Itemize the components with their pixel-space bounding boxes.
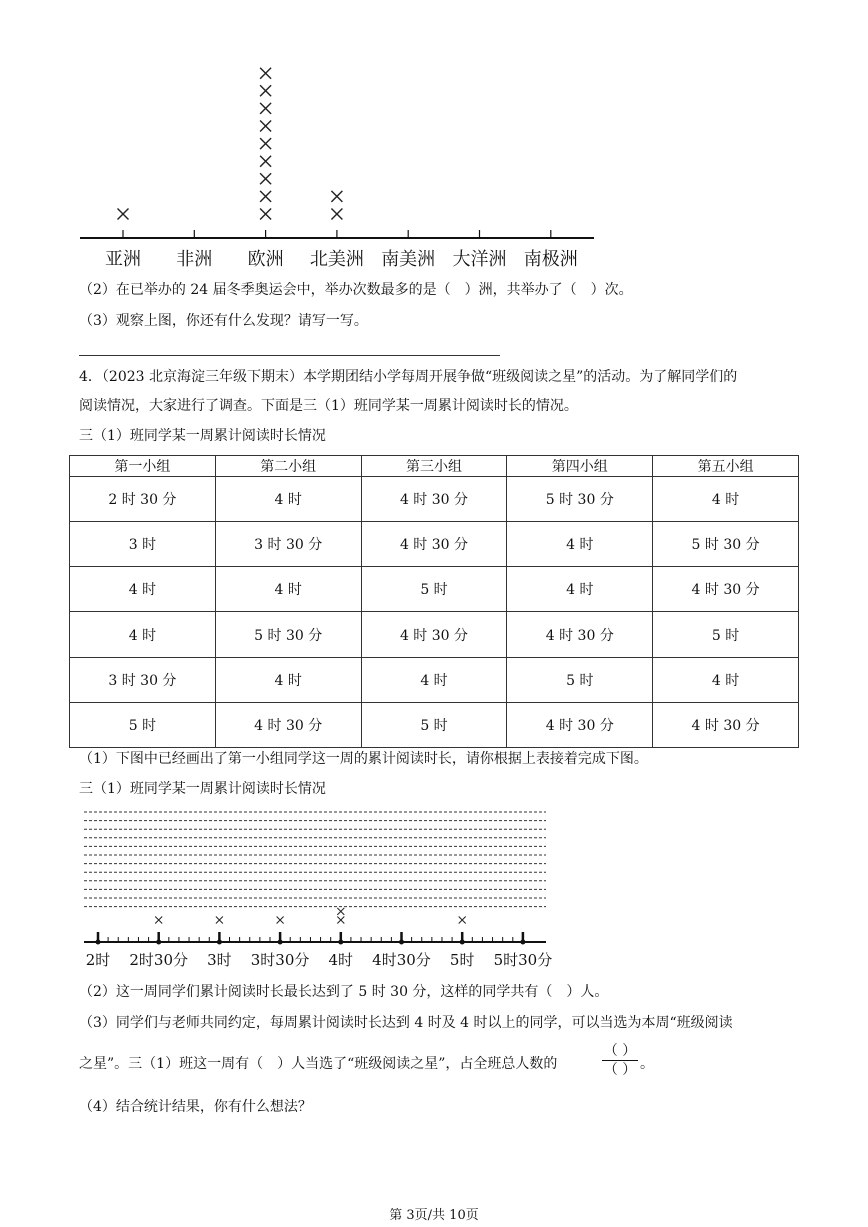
table-cell: 4 时 — [653, 477, 799, 522]
tick-label: 3时 — [207, 951, 232, 969]
table-cell: 5 时 30 分 — [215, 612, 361, 657]
table-cell: 4 时 — [70, 612, 216, 657]
category-label: 亚洲 — [105, 249, 141, 270]
table-header-cell: 第一小组 — [70, 456, 216, 477]
table-title: 三（1）班同学某一周累计阅读时长情况 — [79, 428, 326, 444]
table-cell: 4 时 30 分 — [361, 612, 507, 657]
fraction-blank — [602, 1042, 638, 1079]
cross-mark — [260, 156, 271, 167]
tick-label: 2时30分 — [129, 951, 189, 969]
tick-dot — [278, 940, 283, 945]
cross-mark — [331, 191, 342, 202]
table-cell: 3 时 30 分 — [70, 657, 216, 702]
cross-mark — [277, 917, 284, 924]
fraction-denominator: （ ） — [603, 1062, 637, 1078]
table-cell: 5 时 30 分 — [653, 522, 799, 567]
problem-4-question-1: （1）下图中已经画出了第一小组同学这一周的累计阅读时长，请你根据上表接着完成下图。 — [79, 751, 648, 767]
tick-label: 5时 — [449, 951, 475, 969]
reading-time-table — [69, 455, 799, 748]
cross-mark — [337, 908, 344, 915]
table-cell: 4 时 30 分 — [361, 477, 507, 522]
table-header-cell: 第四小组 — [507, 456, 653, 477]
category-label: 大洋洲 — [452, 249, 507, 270]
table-cell: 5 时 — [70, 702, 216, 747]
category-label: 南极洲 — [523, 249, 578, 270]
category-label: 北美洲 — [309, 249, 364, 270]
table-header-cell: 第二小组 — [215, 456, 361, 477]
table-cell: 3 时 — [70, 522, 216, 567]
continent-line-plot — [0, 0, 868, 280]
fraction-period: 。 — [640, 1056, 654, 1072]
category-label: 南美洲 — [381, 249, 436, 270]
tick-dot — [338, 940, 343, 945]
table-cell: 5 时 — [361, 702, 507, 747]
cross-mark — [331, 209, 342, 220]
question-3: （3）观察上图，你还有什么发现？请写一写。 — [79, 313, 368, 329]
table-cell: 4 时 — [215, 477, 361, 522]
tick-dot — [156, 940, 161, 945]
cross-mark — [260, 138, 271, 149]
table-cell: 3 时 30 分 — [215, 522, 361, 567]
tick-dot — [520, 940, 525, 945]
table-cell: 4 时 — [507, 567, 653, 612]
table-row — [70, 477, 799, 522]
tick-label: 2时 — [85, 951, 111, 969]
table-row — [70, 657, 799, 702]
table-header-cell: 第五小组 — [653, 456, 799, 477]
cross-mark — [260, 209, 271, 220]
table-row — [70, 702, 799, 747]
tick-dot — [96, 940, 101, 945]
tick-label: 4时30分 — [372, 951, 431, 969]
table-row — [70, 522, 799, 567]
cross-mark — [155, 917, 162, 924]
problem-4-question-4: （4）结合统计结果，你有什么想法？ — [79, 1099, 312, 1115]
problem-4-question-2: （2）这一周同学们累计阅读时长最长达到了 5 时 30 分，这样的同学共有（ ）人。 — [79, 984, 609, 1000]
cross-mark — [260, 85, 271, 96]
category-label: 非洲 — [176, 249, 213, 270]
question-2: （2）在已举办的 24 届冬季奥运会中，举办次数最多的是（ ）洲，共举办了（ ）次。 — [79, 282, 633, 298]
answer-line — [79, 355, 500, 356]
table-cell: 2 时 30 分 — [70, 477, 216, 522]
table-cell: 5 时 — [361, 567, 507, 612]
table-cell: 4 时 — [70, 567, 216, 612]
table-header-cell: 第三小组 — [361, 456, 507, 477]
cross-mark — [118, 209, 129, 220]
table-cell: 4 时 30 分 — [215, 702, 361, 747]
cross-mark — [260, 103, 271, 114]
problem-4-question-3-line-1: （3）同学们与老师共同约定，每周累计阅读时长达到 4 时及 4 时以上的同学，可以当选为本周“班级阅读 — [79, 1015, 733, 1031]
table-cell: 5 时 — [653, 612, 799, 657]
chart-title: 三（1）班同学某一周累计阅读时长情况 — [79, 781, 326, 797]
table-cell: 4 时 30 分 — [507, 612, 653, 657]
table-cell: 4 时 — [215, 567, 361, 612]
table-cell: 4 时 — [507, 522, 653, 567]
table-cell: 4 时 — [653, 657, 799, 702]
problem-4-line-2: 阅读情况，大家进行了调查。下面是三（1）班同学某一周累计阅读时长的情况。 — [79, 398, 578, 414]
cross-mark — [260, 191, 271, 202]
table-row — [70, 612, 799, 657]
cross-mark — [216, 917, 223, 924]
table-cell: 4 时 30 分 — [653, 702, 799, 747]
fraction-numerator: （ ） — [603, 1043, 637, 1059]
tick-label: 5时30分 — [493, 951, 553, 969]
cross-mark — [337, 917, 344, 924]
table-row — [70, 567, 799, 612]
tick-label: 4时 — [328, 951, 354, 969]
table-cell: 4 时 — [215, 657, 361, 702]
problem-4-question-3-line-2: 之星”。三（1）班这一周有（ ）人当选了“班级阅读之星”，占全班总人数的 — [79, 1056, 558, 1072]
tick-dot — [460, 940, 465, 945]
cross-mark — [260, 121, 271, 132]
table-cell: 5 时 — [507, 657, 653, 702]
table-cell: 4 时 — [361, 657, 507, 702]
tick-dot — [399, 940, 404, 945]
cross-mark — [459, 917, 466, 924]
table-cell: 4 时 30 分 — [361, 522, 507, 567]
page-footer: 第 3页/共 10页 — [389, 1208, 479, 1223]
tick-label: 3时30分 — [250, 951, 310, 969]
reading-time-line-plot — [0, 800, 868, 980]
category-label: 欧洲 — [247, 249, 284, 270]
tick-dot — [217, 940, 222, 945]
problem-4-line-1: 4．（2023 北京海淀三年级下期末）本学期团结小学每周开展争做“班级阅读之星”的活动。为了解同学们的 — [79, 369, 738, 385]
table-cell: 4 时 30 分 — [507, 702, 653, 747]
cross-mark — [260, 68, 271, 79]
table-cell: 5 时 30 分 — [507, 477, 653, 522]
cross-mark — [260, 173, 271, 184]
table-cell: 4 时 30 分 — [653, 567, 799, 612]
table-header-row — [70, 456, 799, 477]
